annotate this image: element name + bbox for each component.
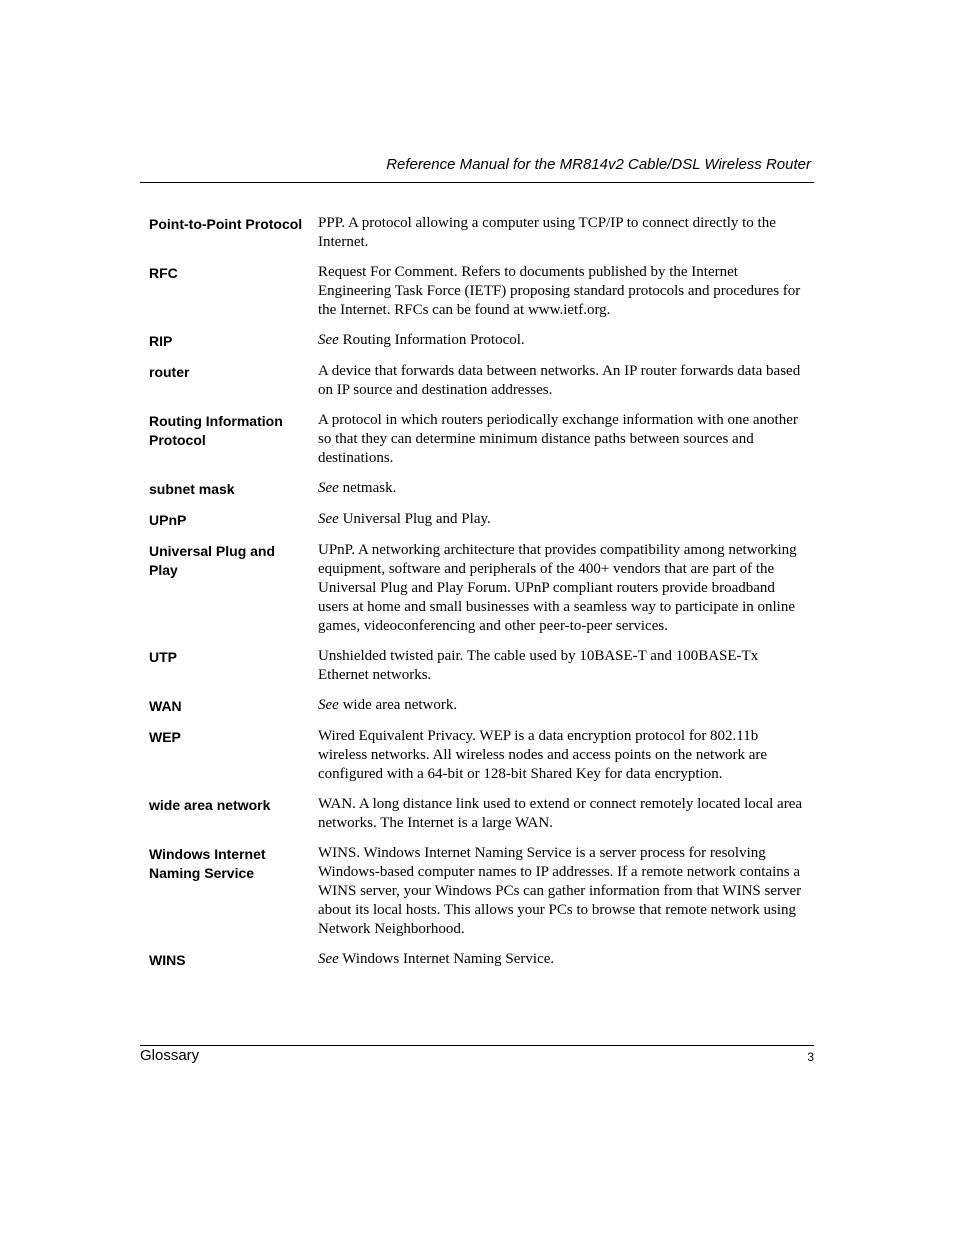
page-header-title: Reference Manual for the MR814v2 Cable/DSL Wireless Router — [386, 156, 811, 173]
glossary-definition: See Universal Plug and Play. — [318, 511, 491, 527]
glossary-term: RIP — [149, 333, 173, 349]
footer-rule — [140, 1045, 814, 1046]
glossary-definition: See netmask. — [318, 480, 397, 496]
header-rule — [140, 182, 814, 183]
glossary-entry — [149, 647, 809, 685]
glossary-entry — [149, 510, 809, 530]
page-number: 3 — [807, 1050, 814, 1064]
glossary-definition: UPnP. A networking architecture that provides compatibility among networking equipment, software and peripherals of the 400+ vendors that are part of the Universal Plug and Play Forum. UPnP compliant routers provide broadband users at home and small businesses with a seamless way to participate in online games, videoconferencing and other peer-to-peer services. — [318, 542, 797, 634]
glossary-term: Windows Internet Naming Service — [149, 846, 266, 881]
glossary-entry — [149, 362, 809, 400]
glossary-term: wide area network — [149, 797, 271, 813]
glossary-definition: WINS. Windows Internet Naming Service is a server process for resolving Windows-based computer names to IP addresses. If a remote network contains a WINS server, your Windows PCs can gather information from that WINS server about its local hosts. This allows your PCs to browse that remote network using Network Neighborhood. — [318, 845, 802, 937]
glossary-definition: Wired Equivalent Privacy. WEP is a data encryption protocol for 802.11b wireless networks. All wireless nodes and access points on the network are configured with a 64-bit or 128-bit Shared Key for data encryption. — [318, 728, 768, 782]
glossary-entry — [149, 844, 809, 939]
see-reference: See — [318, 951, 339, 967]
glossary-entry — [149, 795, 809, 833]
see-reference: See — [318, 511, 339, 527]
glossary-term: router — [149, 364, 190, 380]
glossary-definition: WAN. A long distance link used to extend or connect remotely located local area networks. The Internet is a large WAN. — [318, 796, 803, 831]
glossary-term: WINS — [149, 952, 186, 968]
glossary-entry — [149, 214, 809, 252]
glossary-term: WAN — [149, 698, 182, 714]
glossary-list — [149, 214, 809, 981]
glossary-term: RFC — [149, 265, 178, 281]
glossary-entry — [149, 727, 809, 784]
glossary-definition: A device that forwards data between networks. An IP router forwards data based on IP source and destination addresses. — [318, 363, 801, 398]
glossary-term: Point-to-Point Protocol — [149, 216, 303, 232]
glossary-definition: See wide area network. — [318, 697, 458, 713]
glossary-definition: See Routing Information Protocol. — [318, 332, 525, 348]
glossary-definition: Request For Comment. Refers to documents published by the Internet Engineering Task Force (IETF) proposing standard protocols and procedures for the Internet. RFCs can be found at www.ietf.org. — [318, 264, 801, 318]
glossary-term: Universal Plug and Play — [149, 543, 276, 578]
footer-section-title: Glossary — [140, 1047, 200, 1064]
glossary-definition: See Windows Internet Naming Service. — [318, 951, 555, 967]
glossary-definition: PPP. A protocol allowing a computer using TCP/IP to connect directly to the Internet. — [318, 215, 776, 250]
glossary-entry — [149, 541, 809, 636]
glossary-term: UTP — [149, 649, 177, 665]
glossary-term: subnet mask — [149, 481, 235, 497]
glossary-entry — [149, 263, 809, 320]
see-reference: See — [318, 332, 339, 348]
glossary-term: UPnP — [149, 512, 187, 528]
glossary-definition: Unshielded twisted pair. The cable used by 10BASE-T and 100BASE-Tx Ethernet networks. — [318, 648, 759, 683]
glossary-entry — [149, 411, 809, 468]
glossary-term: WEP — [149, 729, 181, 745]
glossary-entry — [149, 950, 809, 970]
glossary-entry — [149, 696, 809, 716]
glossary-entry — [149, 331, 809, 351]
glossary-term: Routing Information Protocol — [149, 413, 283, 448]
glossary-definition: A protocol in which routers periodically exchange information with one another so that they can determine minimum distance paths between sources and destinations. — [318, 412, 798, 466]
see-reference: See — [318, 697, 339, 713]
see-reference: See — [318, 480, 339, 496]
glossary-entry — [149, 479, 809, 499]
